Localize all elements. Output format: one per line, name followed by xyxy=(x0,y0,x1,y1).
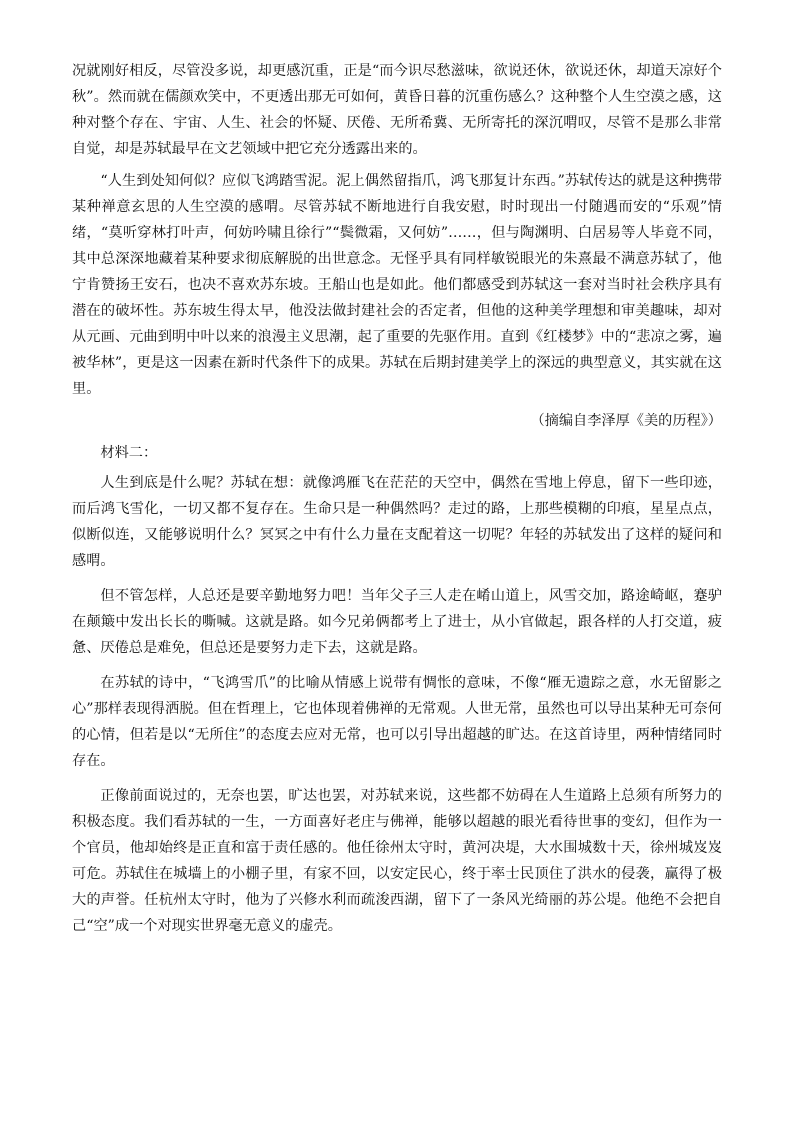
paragraph-material-one-2: “人生到处知何似？应似飞鸿踏雪泥。泥上偶然留指爪，鸿飞那复计东西。”苏轼传达的就是这种携带某种禅意玄思的人生空漠的感喟。尽管苏轼不断地进行自我安慰，时时现出一付随遇而安的“乐观”情绪，“莫听穿林打叶声，何妨吟啸且徐行”“鬓微霜，又何妨”……，但与陶渊明、白居易等人毕竟不同，其中总深深地藏着某种要求彻底解脱的出世意念。无怪乎具有同样敏锐眼光的朱熹最不满意苏轼了，他宁肯赞扬王安石，也决不喜欢苏东坡。王船山也是如此。他们都感受到苏轼这一套对当时社会秩序具有潜在的破坏性。苏东坡生得太早，他没法做封建社会的否定者，但他的这种美学理想和审美趣味，却对从元画、元曲到明中叶以来的浪漫主义思潮，起了重要的先驱作用。直到《红楼梦》中的“悲凉之雾，遍被华林”，更是这一因素在新时代条件下的成果。苏轼在后期封建美学上的深远的典型意义，其实就在这里。 xyxy=(72,173,722,397)
source-citation: （摘编自李泽厚《美的历程》） xyxy=(530,413,722,429)
document-page xyxy=(72,58,722,939)
paragraph-material-two-4: 正像前面说过的，无奈也罢，旷达也罢，对苏轼来说，这些都不妨碍在人生道路上总须有所努力的积极态度。我们看苏轼的一生，一方面喜好老庄与佛禅，能够以超越的眼光看待世事的变幻，但作为一个官员，他却始终是正直和富于责任感的。他任徐州太守时，黄河决堤，大水围城数十天，徐州城岌岌可危。苏轼住在城墙上的小棚子里，有家不回，以安定民心，终于率士民顶住了洪水的侵袭，赢得了极大的声誉。任杭州太守时，他为了兴修水利而疏浚西湖，留下了一条风光绮丽的苏公堤。他绝不会把自己“空”成一个对现实世界毫无意义的虚壳。 xyxy=(72,788,722,934)
paragraph-material-two-3: 在苏轼的诗中，“飞鸿雪爪”的比喻从情感上说带有惆怅的意味，不像“雁无遗踪之意，水无留影之心”那样表现得洒脱。但在哲理上，它也体现着佛禅的无常观。人世无常，虽然也可以导出某种无可奈何的心情，但若是以“无所住”的态度去应对无常，也可以引导出超越的旷达。在这首诗里，两种情绪同时存在。 xyxy=(72,675,722,769)
material-two-label: 材料二： xyxy=(100,445,158,461)
paragraph-material-one-continuation: 况就刚好相反，尽管没多说，却更感沉重，正是“而今识尽愁滋味，欲说还休，欲说还休，却道天凉好个秋”。然而就在儒颜欢笑中，不更透出那无可如何，黄昏日暮的沉重伤感么？这种整个人生空漠之感，这种对整个存在、宇宙、人生、社会的怀疑、厌倦、无所希冀、无所寄托的深沉喟叹，尽管不是那么非常自觉，却是苏轼最早在文艺领域中把它充分透露出来的。 xyxy=(72,63,722,157)
paragraph-material-two-1: 人生到底是什么呢？苏轼在想：就像鸿雁飞在茫茫的天空中，偶然在雪地上停息，留下一些印迹，而后鸿飞雪化，一切又都不复存在。生命只是一种偶然吗？走过的路，上那些模糊的印痕，星星点点，似断似连，又能够说明什么？冥冥之中有什么力量在支配着这一切呢？年轻的苏轼发出了这样的疑问和感喟。 xyxy=(72,475,722,569)
paragraph-material-two-2: 但不管怎样，人总还是要辛勤地努力吧！当年父子三人走在崤山道上，风雪交加，路途崎岖，蹇驴在颠簸中发出长长的嘶喊。这就是路。如今兄弟俩都考上了进士，从小官做起，跟各样的人打交道，疲惫、厌倦总是难免，但总还是要努力走下去，这就是路。 xyxy=(72,588,722,656)
